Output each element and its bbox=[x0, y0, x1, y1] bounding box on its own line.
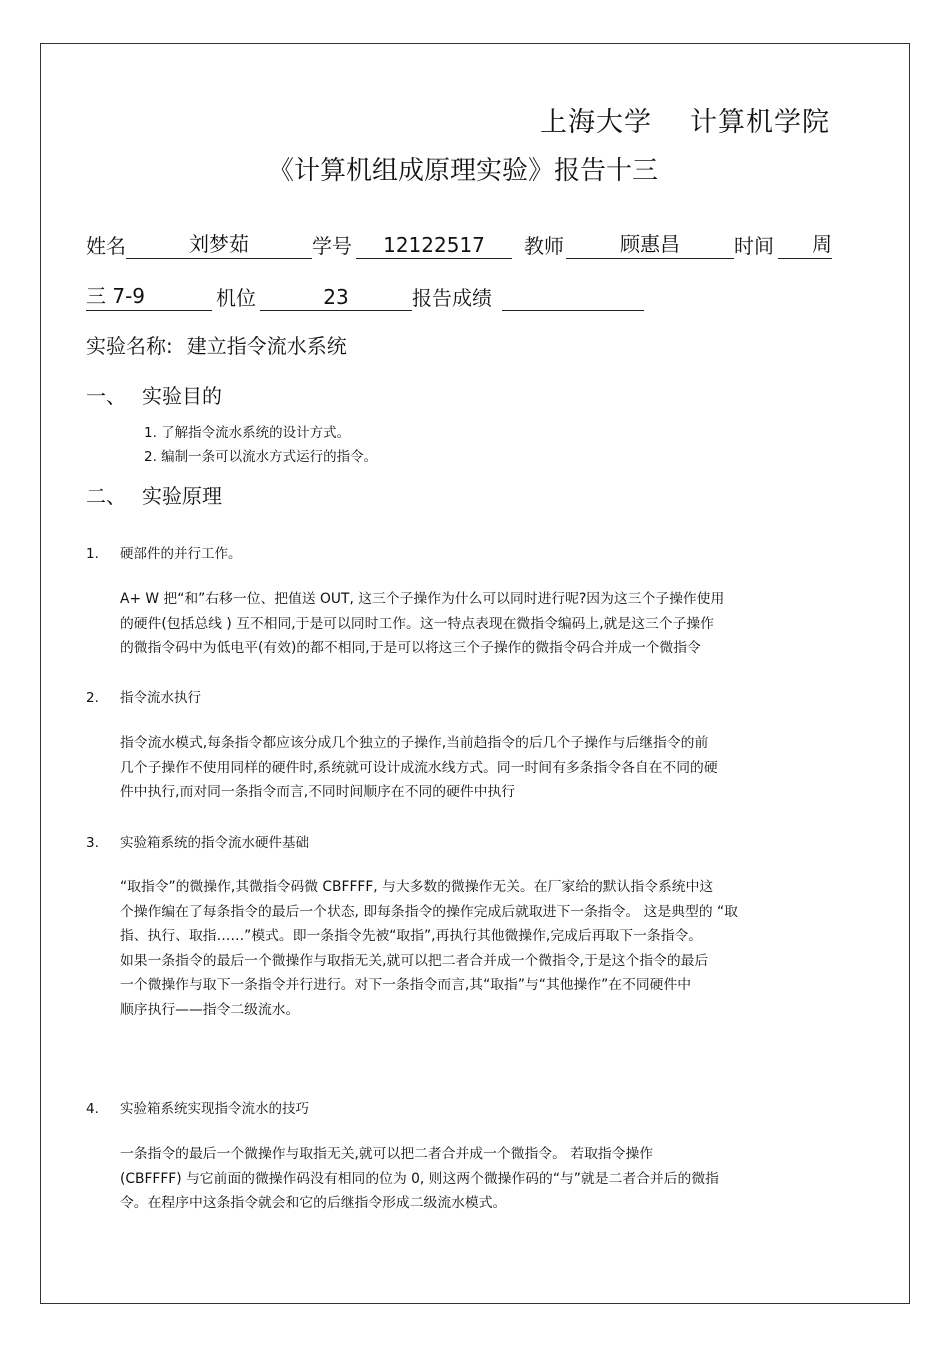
paragraph-line: “取指令”的微操作,其微指令码微 CBFFFF, 与大多数的微操作无关。在厂家给的默认指令系统中这 bbox=[120, 879, 714, 895]
grade-value bbox=[502, 285, 644, 311]
principle-1-heading bbox=[86, 542, 242, 562]
university-header bbox=[540, 100, 830, 139]
paragraph-line: 的硬件(包括总线 ) 互不相同,于是可以同时工作。这一特点表现在微指令编码上,就是这三个子操作 bbox=[120, 615, 714, 632]
principle-2-heading bbox=[86, 686, 201, 706]
principle-title: 实验箱系统的指令流水硬件基础 bbox=[120, 835, 309, 851]
principle-2-body bbox=[120, 731, 718, 805]
info-row-1 bbox=[86, 228, 832, 259]
section-2-number: 二、 bbox=[86, 484, 126, 508]
teacher-label: 教师 bbox=[524, 234, 564, 258]
teacher-value: 顾惠昌 bbox=[566, 228, 734, 259]
principle-title: 实验箱系统实现指令流水的技巧 bbox=[120, 1101, 309, 1117]
seat-value: 23 bbox=[260, 285, 412, 311]
paragraph-line: 几个子操作不使用同样的硬件时,系统就可设计成流水线方式。同一时间有多条指令各自在不同的硬 bbox=[120, 759, 718, 776]
principle-4-body bbox=[120, 1142, 719, 1216]
name-label: 姓名 bbox=[86, 234, 126, 258]
principle-4-heading bbox=[86, 1097, 309, 1117]
paragraph-line: 指令流水模式,每条指令都应该分成几个独立的子操作,当前趋指令的后几个子操作与后继指令的前 bbox=[120, 735, 709, 751]
goal-item: 2. 编制一条可以流水方式运行的指令。 bbox=[144, 449, 378, 465]
goal-item: 1. 了解指令流水系统的设计方式。 bbox=[144, 425, 351, 441]
principle-number: 1. bbox=[86, 546, 99, 562]
paragraph-line: 指、执行、取指……”模式。即一条指令先被“取指”,再执行其他微操作,完成后再取下一条指令。 bbox=[120, 928, 703, 944]
paragraph-line: (CBFFFF) 与它前面的微操作码没有相同的位为 0, 则这两个微操作码的“与”就是二者合并后的微指 bbox=[120, 1170, 719, 1187]
time-value-part2: 三 7-9 bbox=[86, 280, 212, 311]
seat-label: 机位 bbox=[216, 286, 256, 310]
section-1-title: 实验目的 bbox=[142, 384, 222, 408]
principle-3-heading bbox=[86, 831, 309, 851]
paragraph-line: 个操作编在了每条指令的最后一个状态, 即每条指令的操作完成后就取进下一条指令。 这是典型的 “取 bbox=[120, 903, 738, 920]
paragraph-line: 一个微操作与取下一条指令并行进行。对下一条指令而言,其“取指”与“其他操作”在不同硬件中 bbox=[120, 977, 692, 993]
time-label: 时间 bbox=[734, 234, 774, 258]
paragraph-line: 顺序执行——指令二级流水。 bbox=[120, 1001, 300, 1018]
principle-number: 2. bbox=[86, 690, 99, 706]
paragraph-line: 令。在程序中这条指令就会和它的后继指令形成二级流水模式。 bbox=[120, 1195, 507, 1211]
principle-title: 指令流水执行 bbox=[120, 690, 201, 706]
principle-3-body bbox=[120, 875, 738, 1022]
id-label: 学号 bbox=[312, 234, 352, 258]
paragraph-line: 件中执行,而对同一条指令而言,不同时间顺序在不同的硬件中执行 bbox=[120, 784, 516, 800]
principle-number: 4. bbox=[86, 1101, 99, 1117]
section-1-number: 一、 bbox=[86, 384, 126, 408]
section-2-title: 实验原理 bbox=[142, 484, 222, 508]
paragraph-line: A+ W 把“和”右移一位、把值送 OUT, 这三个子操作为什么可以同时进行呢?因为这三个子操作使用 bbox=[120, 591, 725, 607]
time-value-part1: 周 bbox=[778, 228, 832, 259]
paragraph-line: 如果一条指令的最后一个微操作与取指无关,就可以把二者合并成一个微指令,于是这个指令的最后 bbox=[120, 952, 709, 969]
id-value: 12122517 bbox=[356, 233, 512, 259]
experiment-name bbox=[86, 330, 347, 359]
report-title: 《计算机组成原理实验》报告十三 bbox=[268, 156, 659, 186]
experiment-name-value: 建立指令流水系统 bbox=[186, 334, 347, 358]
grade-label: 报告成绩 bbox=[412, 286, 492, 310]
principle-title: 硬部件的并行工作。 bbox=[120, 546, 242, 562]
name-value: 刘梦茹 bbox=[126, 228, 312, 259]
experiment-name-label: 实验名称: bbox=[86, 334, 173, 358]
paragraph-line: 一条指令的最后一个微操作与取指无关,就可以把二者合并成一个微指令。 若取指令操作 bbox=[120, 1146, 654, 1162]
section-1-heading bbox=[86, 380, 222, 409]
principle-1-body bbox=[120, 587, 724, 661]
section-2-heading bbox=[86, 480, 222, 509]
college-name: 计算机学院 bbox=[690, 107, 830, 138]
paragraph-line: 的微指令码中为低电平(有效)的都不相同,于是可以将这三个子操作的微指令码合并成一个微指令 bbox=[120, 640, 701, 656]
info-row-2 bbox=[86, 280, 644, 311]
principle-number: 3. bbox=[86, 835, 99, 851]
university-name: 上海大学 bbox=[540, 107, 652, 138]
